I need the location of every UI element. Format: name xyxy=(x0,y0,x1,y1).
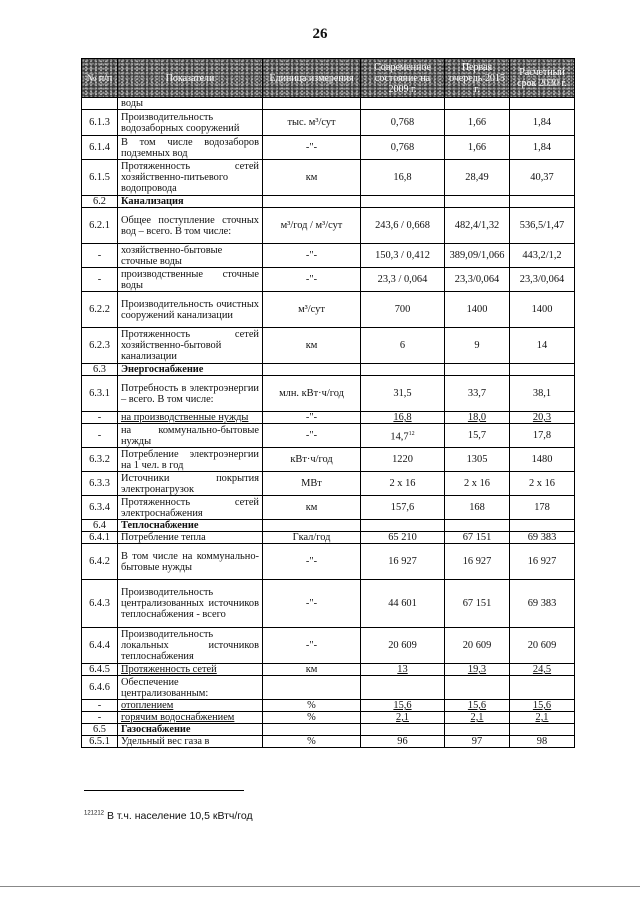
table-row xyxy=(82,196,575,208)
row-current-value xyxy=(361,724,445,736)
row-indicator: Протяженность сетей электроснабжения xyxy=(118,496,263,520)
header-unit: Единица измерения xyxy=(263,59,361,98)
row-unit: млн. кВт·ч/год xyxy=(263,376,361,412)
row-first-stage-value: 2 х 16 xyxy=(445,472,510,496)
row-current-value: 0,768 xyxy=(361,136,445,160)
row-calc-value: 1,84 xyxy=(510,136,575,160)
row-calc-value: 1400 xyxy=(510,292,575,328)
row-number: - xyxy=(82,424,118,448)
row-number: 6.4.6 xyxy=(82,676,118,700)
row-current-value: 157,6 xyxy=(361,496,445,520)
row-current-value: 96 xyxy=(361,736,445,748)
row-indicator: хозяйственно-бытовые сточные воды xyxy=(118,244,263,268)
row-number: 6.4.5 xyxy=(82,664,118,676)
header-name: Показатели xyxy=(118,59,263,98)
row-calc-value: 536,5/1,47 xyxy=(510,208,575,244)
table-row xyxy=(82,244,575,268)
row-unit: -"- xyxy=(263,412,361,424)
table-row xyxy=(82,208,575,244)
table-row xyxy=(82,268,575,292)
row-first-stage-value: 67 151 xyxy=(445,532,510,544)
row-unit: км xyxy=(263,496,361,520)
row-calc-value: 14 xyxy=(510,328,575,364)
row-current-value: 23,3 / 0,064 xyxy=(361,268,445,292)
table-row xyxy=(82,448,575,472)
row-unit: м³/сут xyxy=(263,292,361,328)
row-indicator: Источники покрытия электронагрузок xyxy=(118,472,263,496)
row-current-value: 2,1 xyxy=(361,712,445,724)
row-current-value: 700 xyxy=(361,292,445,328)
row-indicator: Протяженность сетей хозяйственно-бытовой канализации xyxy=(118,328,263,364)
row-first-stage-value: 33,7 xyxy=(445,376,510,412)
row-calc-value: 178 xyxy=(510,496,575,520)
row-calc-value xyxy=(510,676,575,700)
table-row xyxy=(82,424,575,448)
row-first-stage-value: 18,0 xyxy=(445,412,510,424)
row-first-stage-value: 1,66 xyxy=(445,110,510,136)
row-unit: % xyxy=(263,712,361,724)
table-row xyxy=(82,472,575,496)
row-current-value: 16,8 xyxy=(361,160,445,196)
table-row xyxy=(82,700,575,712)
table-row xyxy=(82,110,575,136)
row-number: 6.4.1 xyxy=(82,532,118,544)
row-unit: -"- xyxy=(263,628,361,664)
row-indicator: отоплением xyxy=(118,700,263,712)
row-first-stage-value xyxy=(445,364,510,376)
row-unit xyxy=(263,676,361,700)
table-row xyxy=(82,98,575,110)
table-row xyxy=(82,412,575,424)
row-first-stage-value: 1,66 xyxy=(445,136,510,160)
row-indicator: В том числе водозаборов подземных вод xyxy=(118,136,263,160)
row-unit: -"- xyxy=(263,268,361,292)
table-row xyxy=(82,136,575,160)
row-first-stage-value: 9 xyxy=(445,328,510,364)
footnote-divider xyxy=(84,790,244,791)
row-first-stage-value: 15,6 xyxy=(445,700,510,712)
page-bottom-rule xyxy=(0,886,640,887)
row-unit xyxy=(263,98,361,110)
row-number: 6.1.5 xyxy=(82,160,118,196)
row-number: 6.3.1 xyxy=(82,376,118,412)
row-first-stage-value: 482,4/1,32 xyxy=(445,208,510,244)
row-number: 6.2.1 xyxy=(82,208,118,244)
row-unit: -"- xyxy=(263,544,361,580)
row-unit: -"- xyxy=(263,580,361,628)
row-first-stage-value: 1305 xyxy=(445,448,510,472)
footnote xyxy=(84,810,253,822)
row-current-value: 20 609 xyxy=(361,628,445,664)
row-current-value xyxy=(361,364,445,376)
row-indicator: Обеспечение централизованным: xyxy=(118,676,263,700)
header-calc: Расчетный срок 2030 г. xyxy=(510,59,575,98)
row-calc-value xyxy=(510,196,575,208)
footnote-ref: 12 xyxy=(408,430,415,437)
row-number: 6.1.4 xyxy=(82,136,118,160)
row-unit: км xyxy=(263,664,361,676)
row-number: 6.4.3 xyxy=(82,580,118,628)
row-current-value xyxy=(361,676,445,700)
row-unit: кВт·ч/год xyxy=(263,448,361,472)
row-calc-value: 20 609 xyxy=(510,628,575,664)
row-number: 6.4 xyxy=(82,520,118,532)
row-calc-value: 2,1 xyxy=(510,712,575,724)
row-number: 6.2.2 xyxy=(82,292,118,328)
row-number: 6.4.2 xyxy=(82,544,118,580)
row-first-stage-value xyxy=(445,676,510,700)
row-unit: МВт xyxy=(263,472,361,496)
table-row xyxy=(82,580,575,628)
footnote-mark: 121212 xyxy=(84,810,105,817)
row-calc-value: 15,6 xyxy=(510,700,575,712)
indicators-table xyxy=(81,58,575,748)
row-indicator: В том числе на коммунально-бытовые нужды xyxy=(118,544,263,580)
row-number: 6.5 xyxy=(82,724,118,736)
row-number: 6.5.1 xyxy=(82,736,118,748)
row-unit: % xyxy=(263,700,361,712)
row-current-value: 16,8 xyxy=(361,412,445,424)
row-unit xyxy=(263,364,361,376)
row-unit: -"- xyxy=(263,244,361,268)
row-number: - xyxy=(82,244,118,268)
table-row xyxy=(82,664,575,676)
value-text: 14,7 xyxy=(390,431,409,443)
row-calc-value: 443,2/1,2 xyxy=(510,244,575,268)
row-first-stage-value xyxy=(445,98,510,110)
row-indicator: Энергоснабжение xyxy=(118,364,263,376)
page-number: 26 xyxy=(312,26,328,42)
row-unit xyxy=(263,724,361,736)
row-unit: тыс. м³/сут xyxy=(263,110,361,136)
header-first: Первая очередь 2015 г. xyxy=(445,59,510,98)
row-calc-value: 40,37 xyxy=(510,160,575,196)
footnote-text: В т.ч. население 10,5 кВтч/год xyxy=(106,810,253,822)
table-row xyxy=(82,376,575,412)
row-indicator: на коммунально-бытовые нужды xyxy=(118,424,263,448)
row-number xyxy=(82,98,118,110)
row-current-value: 150,3 / 0,412 xyxy=(361,244,445,268)
row-indicator: Общее поступление сточных вод – всего. В том числе: xyxy=(118,208,263,244)
row-unit: Гкал/год xyxy=(263,532,361,544)
row-number: 6.3.2 xyxy=(82,448,118,472)
row-indicator: Потребление тепла xyxy=(118,532,263,544)
row-first-stage-value: 23,3/0,064 xyxy=(445,268,510,292)
row-number: 6.3 xyxy=(82,364,118,376)
row-indicator: Протяженность сетей xyxy=(118,664,263,676)
row-number: 6.2 xyxy=(82,196,118,208)
row-current-value: 0,768 xyxy=(361,110,445,136)
row-first-stage-value: 67 151 xyxy=(445,580,510,628)
row-calc-value: 69 383 xyxy=(510,532,575,544)
table-row xyxy=(82,628,575,664)
header-num: № п/п xyxy=(82,59,118,98)
row-first-stage-value xyxy=(445,520,510,532)
row-calc-value: 16 927 xyxy=(510,544,575,580)
row-current-value: 13 xyxy=(361,664,445,676)
row-indicator: горячим водоснабжением xyxy=(118,712,263,724)
row-indicator: Газоснабжение xyxy=(118,724,263,736)
header-current: Современное состояние на 2009 г. xyxy=(361,59,445,98)
row-current-value: 15,6 xyxy=(361,700,445,712)
row-calc-value: 98 xyxy=(510,736,575,748)
table-row xyxy=(82,724,575,736)
row-number: - xyxy=(82,268,118,292)
row-indicator: Производительность централизованных источников теплоснабжения - всего xyxy=(118,580,263,628)
row-current-value: 1220 xyxy=(361,448,445,472)
row-calc-value: 20,3 xyxy=(510,412,575,424)
row-indicator: производственные сточные воды xyxy=(118,268,263,292)
row-number: 6.3.3 xyxy=(82,472,118,496)
table-row xyxy=(82,532,575,544)
table-row xyxy=(82,496,575,520)
row-number: 6.4.4 xyxy=(82,628,118,664)
table-row xyxy=(82,712,575,724)
row-calc-value xyxy=(510,724,575,736)
row-current-value: 6 xyxy=(361,328,445,364)
table-row xyxy=(82,676,575,700)
row-calc-value: 23,3/0,064 xyxy=(510,268,575,292)
row-indicator: воды xyxy=(118,98,263,110)
row-calc-value: 24,5 xyxy=(510,664,575,676)
row-current-value: 2 х 16 xyxy=(361,472,445,496)
row-first-stage-value: 15,7 xyxy=(445,424,510,448)
row-calc-value xyxy=(510,520,575,532)
row-indicator: Потребность в электроэнергии – всего. В том числе: xyxy=(118,376,263,412)
row-calc-value: 1,84 xyxy=(510,110,575,136)
row-first-stage-value: 20 609 xyxy=(445,628,510,664)
row-indicator: Канализация xyxy=(118,196,263,208)
row-unit: % xyxy=(263,736,361,748)
row-first-stage-value: 97 xyxy=(445,736,510,748)
row-unit: -"- xyxy=(263,424,361,448)
table-row xyxy=(82,364,575,376)
row-number: - xyxy=(82,412,118,424)
row-calc-value: 17,8 xyxy=(510,424,575,448)
row-indicator: Производительность очистных сооружений канализации xyxy=(118,292,263,328)
row-current-value: 31,5 xyxy=(361,376,445,412)
row-current-value xyxy=(361,520,445,532)
table-row xyxy=(82,160,575,196)
row-first-stage-value xyxy=(445,196,510,208)
row-current-value xyxy=(361,196,445,208)
table-row xyxy=(82,736,575,748)
row-number: - xyxy=(82,712,118,724)
row-calc-value: 38,1 xyxy=(510,376,575,412)
row-number: 6.2.3 xyxy=(82,328,118,364)
row-calc-value xyxy=(510,98,575,110)
row-indicator: Удельный вес газа в xyxy=(118,736,263,748)
table-row xyxy=(82,328,575,364)
row-unit: -"- xyxy=(263,136,361,160)
row-unit xyxy=(263,196,361,208)
row-indicator: Потребление электроэнергии на 1 чел. в год xyxy=(118,448,263,472)
row-current-value xyxy=(361,98,445,110)
row-current-value: 16 927 xyxy=(361,544,445,580)
row-calc-value: 69 383 xyxy=(510,580,575,628)
row-indicator: Производительность водозаборных сооружений xyxy=(118,110,263,136)
row-first-stage-value: 168 xyxy=(445,496,510,520)
row-first-stage-value: 16 927 xyxy=(445,544,510,580)
row-number: 6.1.3 xyxy=(82,110,118,136)
row-calc-value: 1480 xyxy=(510,448,575,472)
row-unit xyxy=(263,520,361,532)
row-calc-value: 2 х 16 xyxy=(510,472,575,496)
table-row xyxy=(82,292,575,328)
row-indicator: Теплоснабжение xyxy=(118,520,263,532)
row-indicator: Производительность локальных источников теплоснабжения xyxy=(118,628,263,664)
row-unit: км xyxy=(263,160,361,196)
row-first-stage-value: 1400 xyxy=(445,292,510,328)
row-first-stage-value: 28,49 xyxy=(445,160,510,196)
row-current-value: 44 601 xyxy=(361,580,445,628)
table-row xyxy=(82,520,575,532)
row-current-value: 65 210 xyxy=(361,532,445,544)
row-unit: м³/год / м³/сут xyxy=(263,208,361,244)
row-current-value xyxy=(361,424,445,448)
row-number: 6.3.4 xyxy=(82,496,118,520)
row-calc-value xyxy=(510,364,575,376)
row-first-stage-value: 2,1 xyxy=(445,712,510,724)
row-number: - xyxy=(82,700,118,712)
table-body xyxy=(82,98,575,748)
row-first-stage-value xyxy=(445,724,510,736)
row-current-value: 243,6 / 0,668 xyxy=(361,208,445,244)
table-header-row xyxy=(82,59,575,98)
row-first-stage-value: 389,09/1,066 xyxy=(445,244,510,268)
table-row xyxy=(82,544,575,580)
row-indicator: на производственные нужды xyxy=(118,412,263,424)
row-first-stage-value: 19,3 xyxy=(445,664,510,676)
row-unit: км xyxy=(263,328,361,364)
row-indicator: Протяженность сетей хозяйственно-питьевого водопровода xyxy=(118,160,263,196)
